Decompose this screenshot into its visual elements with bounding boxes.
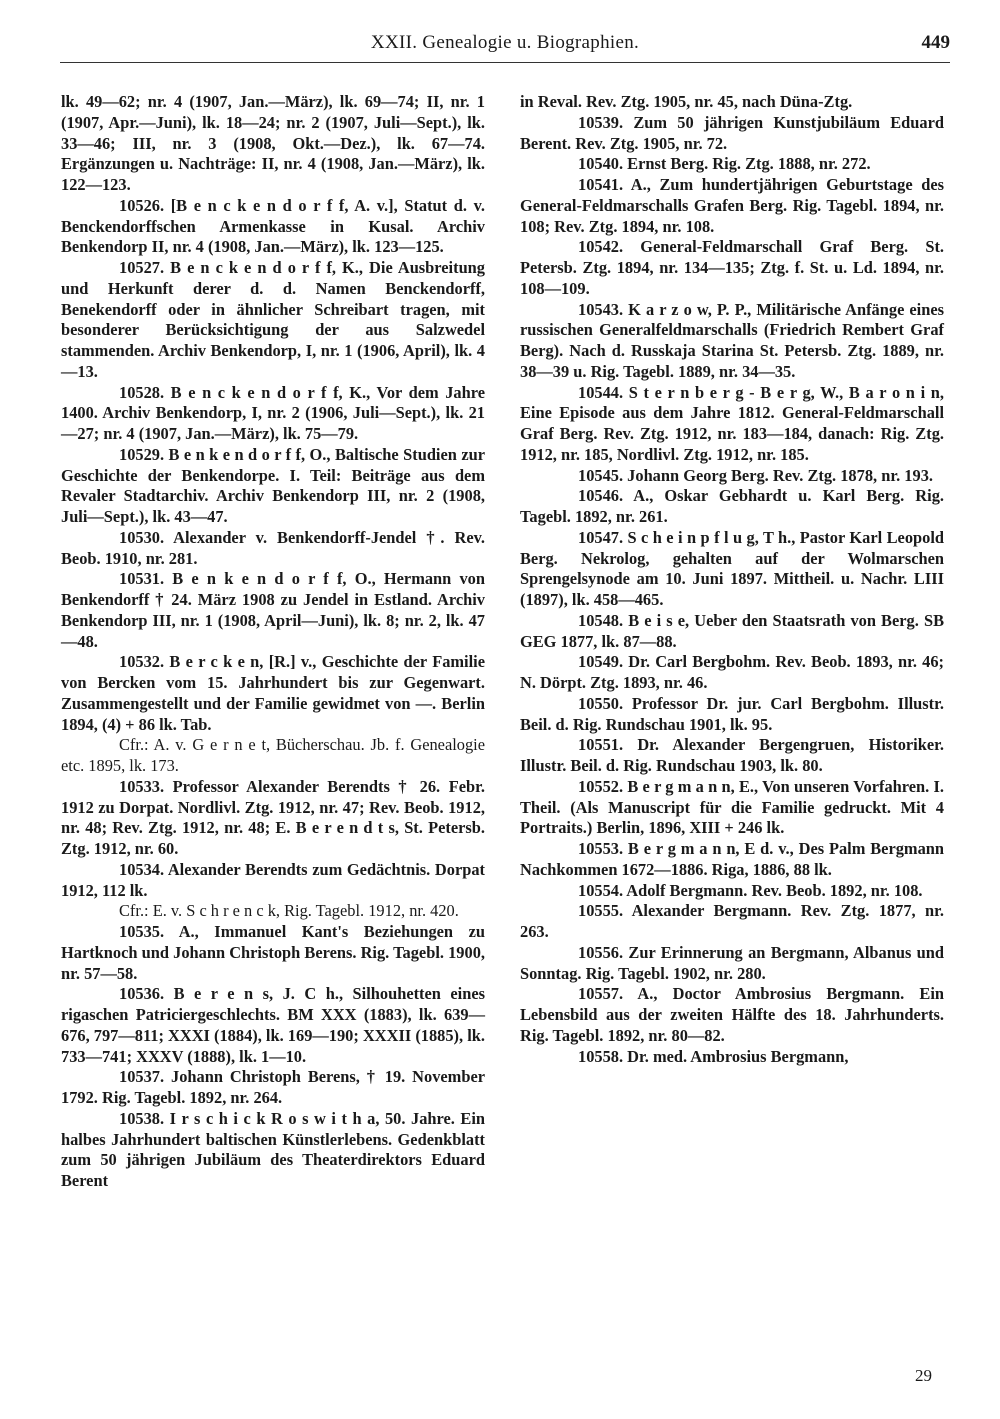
right-column — [520, 92, 944, 1067]
bibliography-entry: 10527. B e n c k e n d o r f f, K., Die Ausbreitung und Herkunft derer d. d. Namen Benckendorff, Benekendorff oder in ähnlicher Schreibart tragen, mit besonderer Berücksichtigung der aus Salzwedel stammenden. Archiv Benkendorp, I, nr. 1 (1906, April), lk. 4—13. — [61, 258, 485, 381]
bibliography-entry: 10535. A., Immanuel Kant's Beziehungen zu Hartknoch und Johann Christoph Berens. Rig. Tagebl. 1900, nr. 57—58. — [61, 922, 485, 983]
bibliography-entry: in Reval. Rev. Ztg. 1905, nr. 45, nach Düna-Ztg. — [520, 92, 853, 111]
left-column — [61, 92, 485, 1192]
bibliography-entry: lk. 49—62; nr. 4 (1907, Jan.—März), lk. 69—74; II, nr. 1 (1907, Apr.—Juni), lk. 18—24; nr. 2 (1907, Juli—Sept.), lk. 33—46; III, nr. 3 (1908, Okt.—Dez.), lk. 67—74. Ergänzungen u. Nachträge: II, nr. 4 (1908, Jan.—März), lk. 122—123. — [61, 92, 485, 194]
header-rule — [60, 62, 950, 63]
signature-mark: 29 — [915, 1366, 932, 1385]
bibliography-entry: 10548. B e i s e, Ueber den Staatsrath von Berg. SB GEG 1877, lk. 87—88. — [520, 610, 944, 651]
bibliography-entry: 10530. Alexander v. Benkendorff-Jendel †. Rev. Beob. 1910, nr. 281. — [61, 527, 485, 568]
running-title: XXII. Genealogie u. Biographien. — [370, 32, 640, 53]
bibliography-entry: 10534. Alexander Berendts zum Gedächtnis. Dorpat 1912, 112 lk. — [61, 859, 485, 900]
bibliography-entry: Cfr.: E. v. S c h r e n c k, Rig. Tagebl. 1912, nr. 420. — [119, 901, 459, 921]
bibliography-entry: 10540. Ernst Berg. Rig. Ztg. 1888, nr. 272. — [578, 154, 871, 174]
bibliography-entry: 10558. Dr. med. Ambrosius Bergmann, — [578, 1046, 849, 1066]
bibliography-entry: 10529. B e n k e n d o r f f, O., Baltische Studien zur Geschichte der Benkendorpe. I. Teil: Beiträge aus dem Revaler Stadtarchiv. Archiv Benkendorp III, nr. 2 (1908, Juli—Sept.), lk. 43—47. — [61, 444, 485, 526]
page-number: 449 — [921, 32, 950, 53]
bibliography-entry: 10537. Johann Christoph Berens, † 19. November 1792. Rig. Tagebl. 1892, nr. 264. — [61, 1067, 485, 1107]
bibliography-entry: 10549. Dr. Carl Bergbohm. Rev. Beob. 1893, nr. 46; N. Dörpt. Ztg. 1893, nr. 46. — [520, 652, 944, 692]
bibliography-entry: 10551. Dr. Alexander Bergengruen, Historiker. Illustr. Beil. d. Rig. Rundschau 1903, lk. 80. — [520, 735, 944, 775]
bibliography-entry: 10546. A., Oskar Gebhardt u. Karl Berg. Rig. Tagebl. 1892, nr. 261. — [520, 486, 944, 526]
bibliography-entry: 10547. S c h e i n p f l u g, T h., Pastor Karl Leopold Berg. Nekrolog, gehalten auf der Wolmarschen Sprengelsynode am 10. Juni 1897. Mittheil. u. Nachr. LIII (1897), lk. 458—465. — [520, 527, 944, 609]
bibliography-entry: 10528. B e n c k e n d o r f f, K., Vor dem Jahre 1400. Archiv Benkendorp, I, nr. 2 (1906, Juli—Sept.), lk. 21—27; nr. 4 (1907, Jan.—März), lk. 75—79. — [61, 382, 485, 443]
bibliography-entry: 10539. Zum 50 jährigen Kunstjubiläum Eduard Berent. Rev. Ztg. 1905, nr. 72. — [520, 112, 944, 153]
bibliography-entry: 10557. A., Doctor Ambrosius Bergmann. Ein Lebensbild aus der zweiten Hälfte des 18. Jahrhunderts. Rig. Tagebl. 1892, nr. 80—82. — [520, 984, 944, 1045]
bibliography-entry: Cfr.: A. v. G e r n e t, Bücherschau. Jb. f. Genealogie etc. 1895, lk. 173. — [61, 735, 485, 775]
page-header — [60, 32, 950, 62]
bibliography-entry: 10533. Professor Alexander Berendts † 26. Febr. 1912 zu Dorpat. Nordlivl. Ztg. 1912, nr. 47; Rev. Beob. 1912, nr. 48; Rev. Ztg. 1912, nr. 48; E. B e r e n d t s, St. Petersb. Ztg. 1912, nr. 60. — [61, 776, 485, 858]
bibliography-entry: 10542. General-Feldmarschall Graf Berg. St. Petersb. Ztg. 1894, nr. 134—135; Ztg. f. St. u. Ld. 1894, nr. 108—109. — [520, 237, 944, 298]
bibliography-entry: 10526. [B e n c k e n d o r f f, A. v.], Statut d. v. Benckendorffschen Armenkasse in Kusal. Archiv Benkendorp II, nr. 4 (1908, Jan.—März), lk. 123—125. — [61, 195, 485, 257]
bibliography-entry: 10531. B e n k e n d o r f f, O., Hermann von Benkendorff † 24. März 1908 zu Jendel in Estland. Archiv Benkendorp III, nr. 1 (1908, April—Juni), lk. 8; nr. 2, lk. 47—48. — [61, 569, 485, 651]
bibliography-entry: 10544. S t e r n b e r g - B e r g, W., B a r o n i n, Eine Episode aus dem Jahre 1812. General-Feldmarschall Graf Berg. Rev. Ztg. 1912, nr. 183—184, danach: Rig. Ztg. 1912, nr. 185, Nordlivl. Ztg. 1912, nr. 185. — [520, 382, 944, 464]
bibliography-entry: 10552. B e r g m a n n, E., Von unseren Vorfahren. I. Theil. (Als Manuscript für die Familie gedruckt. Mit 4 Portraits.) Berlin, 1896, XIII + 246 lk. — [520, 776, 944, 838]
bibliography-entry: 10550. Professor Dr. jur. Carl Bergbohm. Illustr. Beil. d. Rig. Rundschau 1901, lk. 95. — [520, 693, 944, 734]
bibliography-entry: 10545. Johann Georg Berg. Rev. Ztg. 1878, nr. 193. — [578, 465, 933, 485]
bibliography-entry: 10536. B e r e n s, J. C h., Silhouhetten eines rigaschen Patriciergeschlechts. BM XXX (1883), lk. 639—676, 797—811; XXXI (1884), lk. 169—190; XXXII (1885), lk. 733—741; XXXV (1888), lk. 1—10. — [61, 984, 485, 1066]
bibliography-entry: 10543. K a r z o w, P. P., Militärische Anfänge eines russischen Generalfeldmarschalls (Friedrich Rembert Graf Berg). Nach d. Russkaja Starina St. Petersb. Ztg. 1889, nr. 38—39 u. Rig. Tagebl. 1889, nr. 34—35. — [520, 299, 944, 381]
bibliography-entry: 10556. Zur Erinnerung an Bergmann, Albanus und Sonntag. Rig. Tagebl. 1902, nr. 280. — [520, 942, 944, 983]
bibliography-entry: 10555. Alexander Bergmann. Rev. Ztg. 1877, nr. 263. — [520, 901, 944, 941]
bibliography-entry: 10532. B e r c k e n, [R.] v., Geschichte der Familie von Bercken vom 15. Jahrhundert bis zur Gegenwart. Zusammengestellt und der Familie gewidmet von —. Berlin 1894, (4) + 86 lk. Tab. — [61, 652, 485, 734]
bibliography-entry: 10553. B e r g m a n n, E d. v., Des Palm Bergmann Nachkommen 1672—1886. Riga, 1886, 88 lk. — [520, 839, 944, 879]
bibliography-entry: 10538. I r s c h i c k R o s w i t h a, 50. Jahre. Ein halbes Jahrhundert baltischen Künstlerlebens. Gedenkblatt zum 50 jährigen Jubiläum des Theaterdirektors Eduard Berent — [61, 1108, 485, 1190]
bibliography-entry: 10554. Adolf Bergmann. Rev. Beob. 1892, nr. 108. — [578, 880, 923, 900]
bibliography-entry: 10541. A., Zum hundertjährigen Geburtstage des General-Feldmarschalls Grafen Berg. Rig. Tagebl. 1894, nr. 108; Rev. Ztg. 1894, nr. 108. — [520, 175, 944, 236]
